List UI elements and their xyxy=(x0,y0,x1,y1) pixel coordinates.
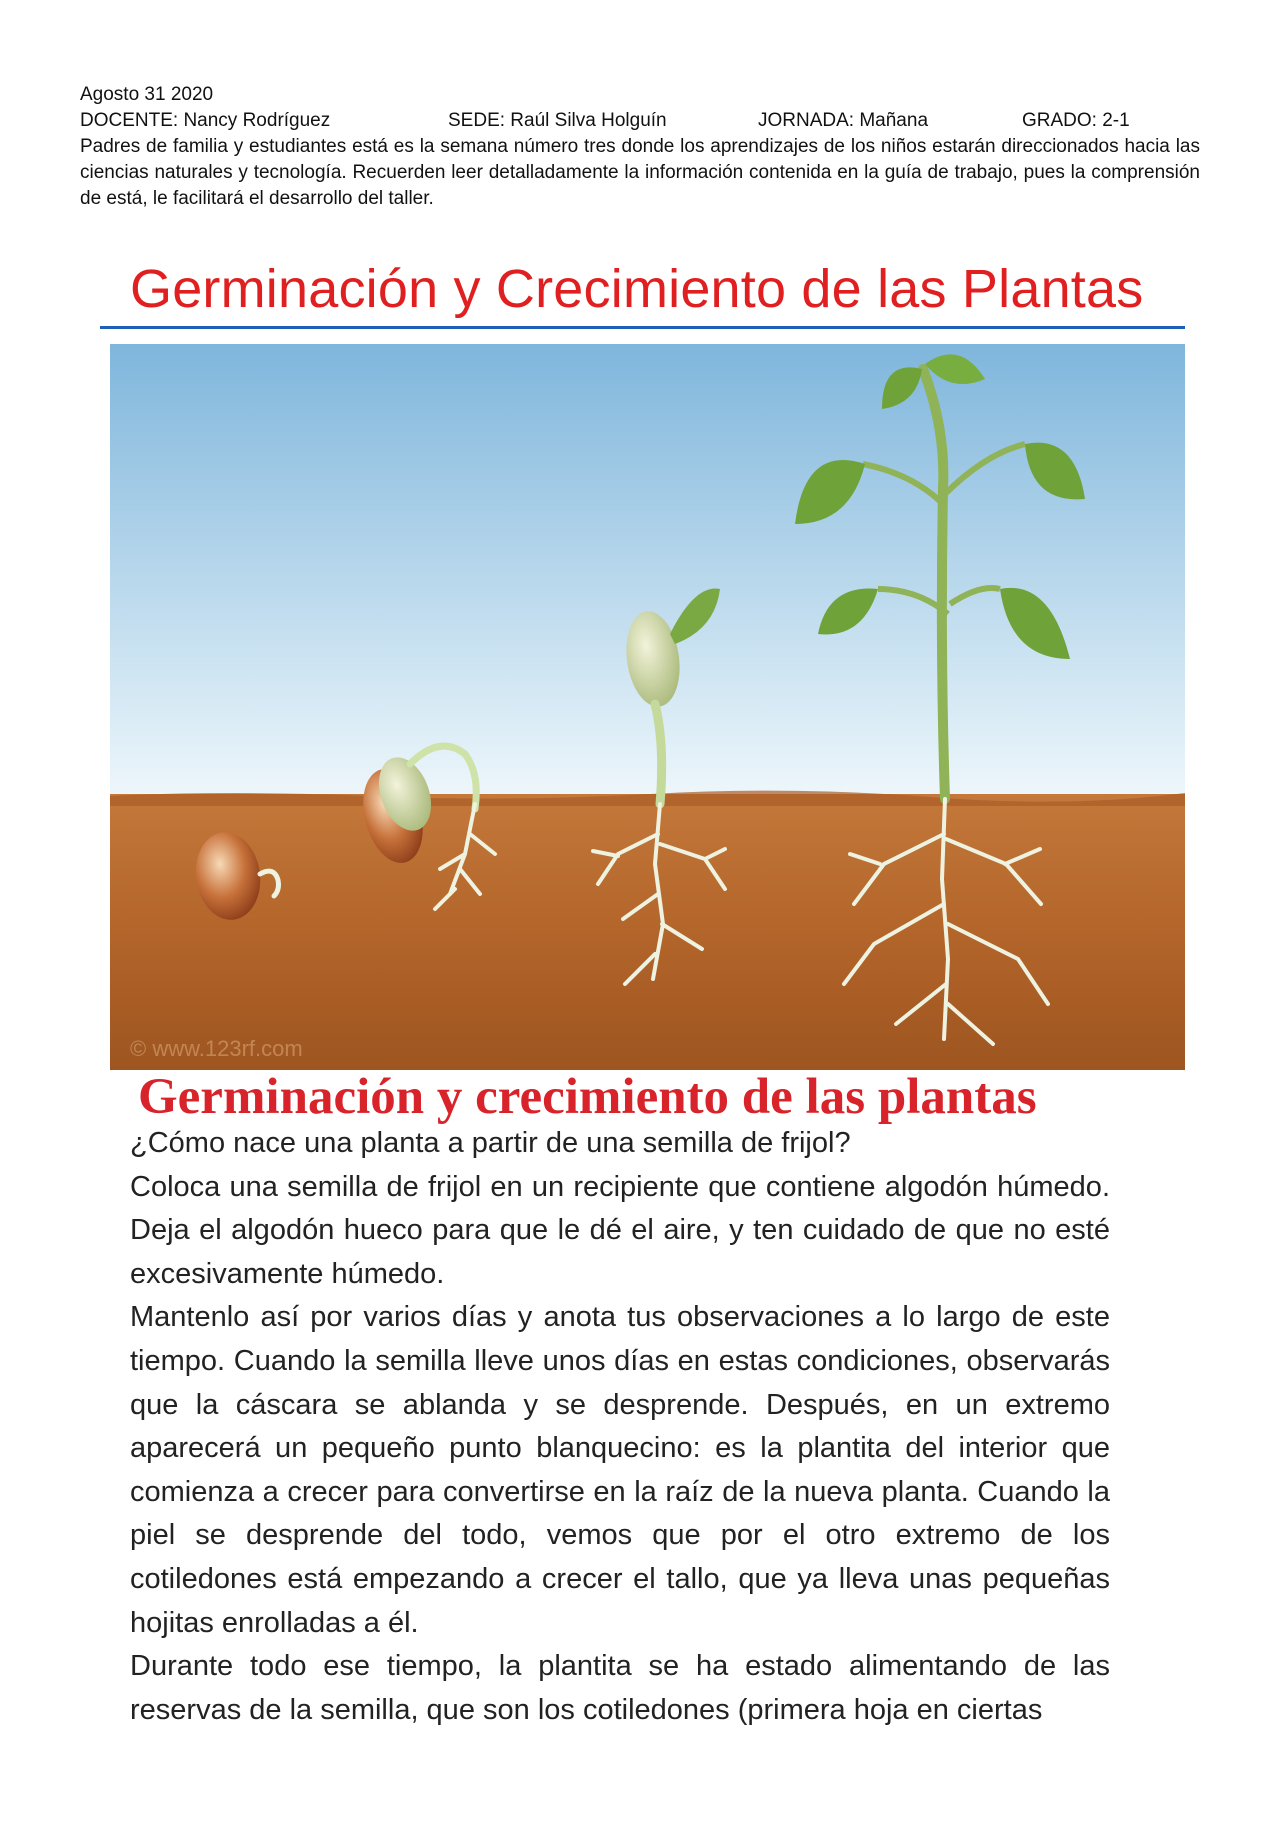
body-text xyxy=(130,1122,1110,1732)
germination-illustration xyxy=(110,344,1185,1070)
title-underline xyxy=(100,326,1185,329)
date-line: Agosto 31 2020 xyxy=(80,84,214,105)
sky xyxy=(110,344,1185,799)
page-title: Germinación y Crecimiento de las Plantas xyxy=(130,259,1144,319)
soil xyxy=(110,794,1185,1070)
intro-paragraph: Padres de familia y estudiantes está es la semana número tres donde los aprendizajes de los niños estarán direccionados hacia las ciencias naturales y tecnología. Recuerden leer detalladamente la información contenida en la guía de trabajo, pues la comprensión de está, le facilitará el desarrollo del taller. xyxy=(80,136,1200,209)
body-question: ¿Cómo nace una planta a partir de una semilla de frijol? xyxy=(130,1127,851,1159)
document-header xyxy=(80,82,1200,212)
schedule-label: JORNADA: Mañana xyxy=(758,110,929,131)
campus-label: SEDE: Raúl Silva Holguín xyxy=(448,110,667,131)
body-paragraph: Mantenlo así por varios días y anota tus observaciones a lo largo de este tiempo. Cuando la semilla lleve unos días en estas condiciones, observarás que la cáscara se ablanda y se desprende. Después, en un extremo aparecerá un pequeño punto blanquecino: es la plantita del interior que comienza a crecer para convertirse en la raíz de la nueva planta. Cuando la piel se desprende del todo, vemos que por el otro extremo de los cotiledones está empezando a crecer el tallo, que ya lleva unas pequeñas hojitas enrolladas a él. xyxy=(130,1301,1110,1639)
info-row xyxy=(80,108,1200,134)
section-subtitle: Germinación y crecimiento de las plantas xyxy=(138,1069,1037,1125)
body-paragraph: Coloca una semilla de frijol en un recipiente que contiene algodón húmedo. Deja el algodón hueco para que le dé el aire, y ten cuidado de que no esté excesivamente húmedo. xyxy=(130,1170,1110,1290)
teacher-label: DOCENTE: Nancy Rodríguez xyxy=(80,110,331,131)
grade-label: GRADO: 2-1 xyxy=(1022,110,1130,131)
watermark: © www.123rf.com xyxy=(130,1036,303,1061)
body-paragraph: Durante todo ese tiempo, la plantita se ha estado alimentando de las reservas de la semilla, que son los cotiledones (primera hoja en ciertas xyxy=(130,1650,1110,1726)
